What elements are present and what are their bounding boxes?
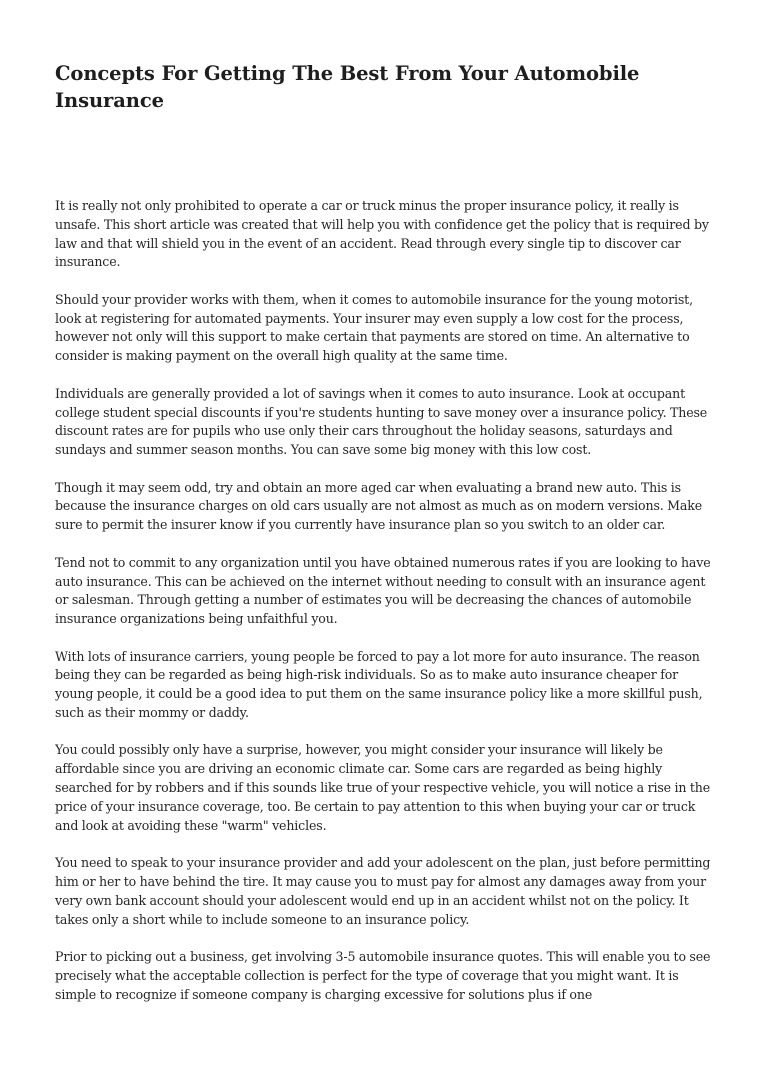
paragraph-3: Individuals are generally provided a lot of savings when it comes to auto insurance. Look at occupant college student special discounts if you're students hunting to save money over a insurance policy. These discount rates are for pupils who use only their cars throughout the holiday seasons, saturdays and sundays and summer season months. You can save some big money with this low cost. [55,385,708,458]
document-title: Concepts For Getting The Best From Your Automobile Insurance [55,62,640,112]
paragraph-5: Tend not to commit to any organization until you have obtained numerous rates if you are looking to have auto insurance. This can be achieved on the internet without needing to consult with an insurance agent or salesman. Through getting a number of estimates you will be decreasing the chances of automobile insurance organizations being unfaithful you. [55,554,711,627]
paragraph-7: You could possibly only have a surprise, however, you might consider your insurance will likely be affordable since you are driving an economic climate car. Some cars are regarded as being highly searched for by robbers and if this sounds like true of your respective vehicle, you will notice a rise in the price of your insurance coverage, too. Be certain to pay attention to this when buying your car or truck and look at avoiding these "warm" vehicles. [55,742,711,833]
paragraph-6: With lots of insurance carriers, young people be forced to pay a lot more for auto insurance. The reason being they can be regarded as being high-risk individuals. So as to make auto insurance cheaper for young people, it could be a good idea to put them on the same insurance policy like a more skillful push, such as their mommy or daddy. [55,648,703,720]
paragraph-4: Though it may seem odd, try and obtain an more aged car when evaluating a brand new auto. This is because the insurance charges on old cars usually are not almost as much as on modern versions. Make sure to permit the insurer know if you currently have insurance plan so you switch to an older car. [55,479,703,533]
paragraph-8: You need to speak to your insurance provider and add your adolescent on the plan, just before permitting him or her to have behind the tire. It may cause you to must pay for almost any damages away from your very own bank account should your adolescent would end up in an accident whilst not on the policy. It takes only a short while to include someone to an insurance policy. [55,855,711,927]
document-page [55,60,715,1070]
document-body [55,197,715,1004]
paragraph-2: Should your provider works with them, when it comes to automobile insurance for the young motorist, look at registering for automated payments. Your insurer may even supply a low cost for the process, however not only will this support to make certain that payments are stored on time. An alternative to consider is making payment on the overall high quality at the same time. [55,291,693,364]
paragraph-1: It is really not only prohibited to operate a car or truck minus the proper insurance policy, it really is unsafe. This short article was created that will help you with confidence get the policy that is required by law and that will shield you in the event of an accident. Read through every single tip to discover car insurance. [55,198,709,270]
paragraph-9: Prior to picking out a business, get involving 3-5 automobile insurance quotes. This will enable you to see precisely what the acceptable collection is perfect for the type of coverage that you might want. It is simple to recognize if someone company is charging excessive for solutions plus if one [55,949,711,1002]
